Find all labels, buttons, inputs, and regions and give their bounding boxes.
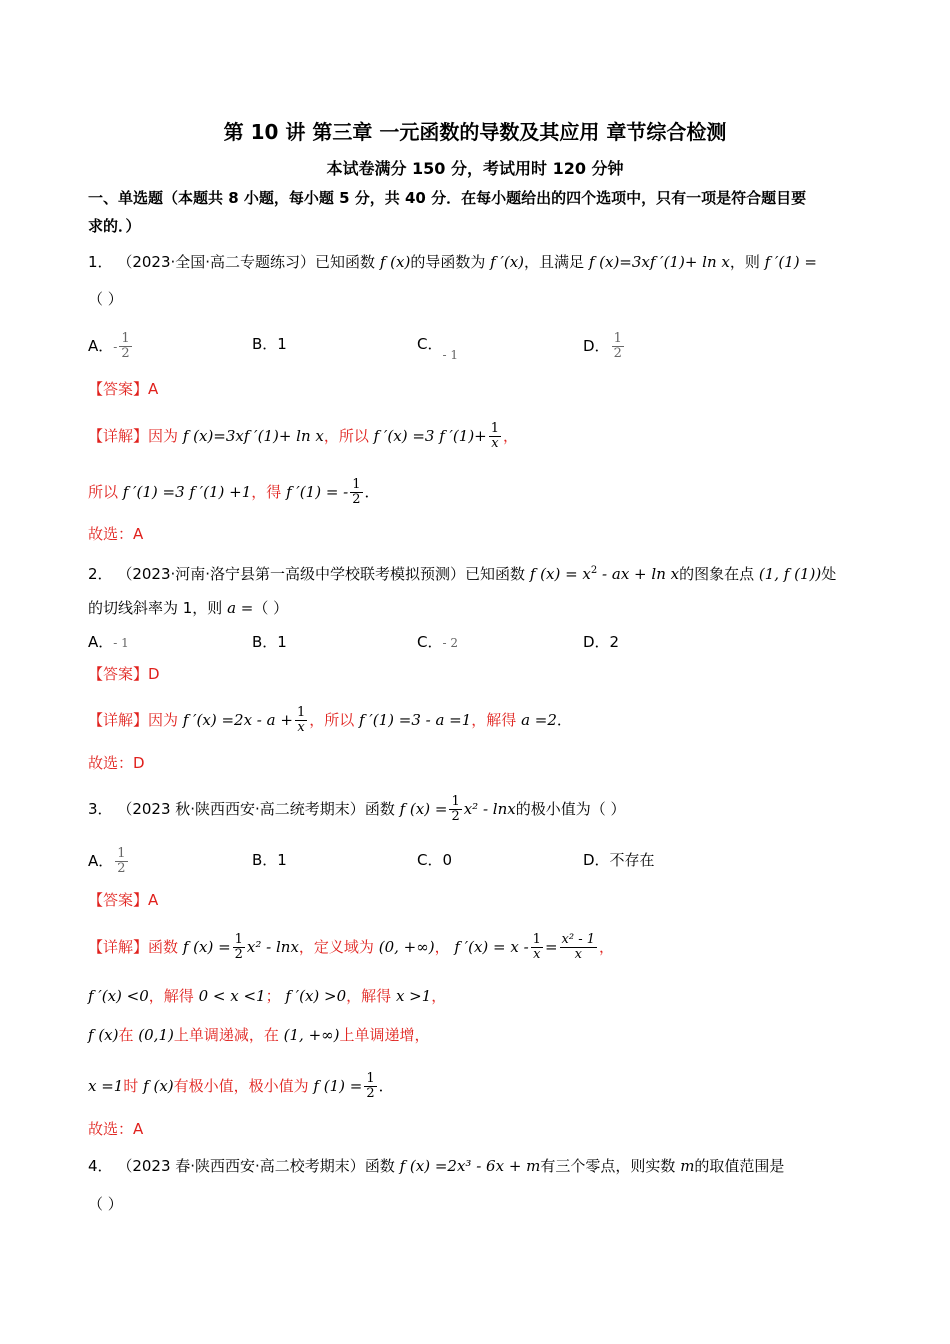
question-source: （2023 秋·陕西西安·高二统考期末） [117, 800, 365, 818]
q1-option-b: B．1 [252, 335, 287, 353]
question-source: （2023·全国·高二专题练习） [117, 253, 316, 271]
q3-detail-line2: f ′(x) <0，解得 0 < x <1； f ′(x) >0，解得 x >1， [88, 987, 447, 1005]
question-2-stem-line2: 的切线斜率为 1，则 a =（ ） [88, 599, 289, 617]
question-number: 3． [88, 800, 113, 818]
q1-detail-line1: 【详解】因为 f (x)=3xf ′(1)+ ln x，所以 f ′(x) =3 f ′(1)+ $\frac{1}{x}$ ， [88, 421, 519, 451]
q3-detail-line3: f (x)在 (0,1)上单调递减，在 (1, +∞)上单调递增， [88, 1026, 430, 1044]
question-number: 2． [88, 565, 113, 583]
page-subtitle: 本试卷满分 150 分，考试用时 120 分钟 [326, 159, 624, 178]
q3-detail-line4: x =1时 f (x)有极小值，极小值为 f (1) = $\frac{1}{2}$ ． [88, 1071, 394, 1101]
q1-answer: 【答案】A [88, 380, 159, 398]
q3-option-c: C．0 [417, 851, 453, 869]
q2-option-d: D．2 [583, 633, 620, 651]
question-number: 4． [88, 1157, 113, 1175]
question-number: 1． [88, 253, 113, 271]
q3-option-d: D．不存在 [583, 851, 655, 869]
q1-option-d: D． $\frac{1}{2}$ [583, 331, 622, 361]
q1-detail-line2: 所以 f ′(1) =3 f ′(1) +1，得 f ′(1) = - $\frac{1}{2}$ ． [88, 477, 380, 507]
q1-option-c: C．$_{- 1}$ [417, 335, 458, 362]
question-source: （2023·河南·洛宁县第一高级中学校联考模拟预测） [117, 565, 466, 583]
q2-answer: 【答案】D [88, 665, 160, 683]
question-1-blank: （ ） [88, 290, 123, 308]
q2-option-a: A．- 1 [88, 633, 129, 651]
q3-conclusion: 故选：A [88, 1120, 144, 1138]
q2-option-b: B．1 [252, 633, 287, 651]
question-2-stem: 2． （2023·河南·洛宁县第一高级中学校联考模拟预测）已知函数 f $(x) = x^2$ - ax + ln x的图象在点 (1, f (1))处 [88, 565, 837, 583]
question-1-stem: 1． （2023·全国·高二专题练习）已知函数 f (x)的导函数为 f ′(x)，且满足 f (x)=3xf ′(1)+ ln x，则 f ′(1) = [88, 253, 817, 271]
q3-detail-line1: 【详解】函数 f (x) = $\frac{1}{2}$ x² - lnx，定义域为 (0, +∞)， f ′(x) = x - $\frac{1}{x}$ = $\frac{\text{x² - 1}}{x}$ ， [88, 932, 615, 962]
q1-conclusion: 故选：A [88, 525, 144, 543]
q2-conclusion: 故选：D [88, 754, 145, 772]
q2-detail: 【详解】因为 f ′(x) =2x - a + $\frac{1}{x}$ ，所以 f ′(1) =3 - a =1，解得 a =2． [88, 705, 572, 735]
q3-option-a: A． $\frac{1}{2}$ [88, 846, 126, 876]
question-source: （2023 春·陕西西安·高二校考期末） [117, 1157, 365, 1175]
q2-option-c: C．- 2 [417, 633, 458, 651]
q1-option-a: A．- $\frac{1}{2}$ [88, 331, 130, 361]
page-title: 第 10 讲 第三章 一元函数的导数及其应用 章节综合检测 [223, 120, 727, 144]
section-heading-line2: 求的．） [88, 217, 141, 235]
question-3-stem: 3． （2023 秋·陕西西安·高二统考期末）函数 f (x) = $\frac{1}{2}$ x² - lnx的极小值为（ ） [88, 794, 626, 824]
q3-answer: 【答案】A [88, 891, 159, 909]
question-4-blank: （ ） [88, 1195, 123, 1213]
question-4-stem: 4． （2023 春·陕西西安·高二校考期末）函数 f (x) =2x³ - 6x + m有三个零点，则实数 m的取值范围是 [88, 1157, 785, 1175]
q3-option-b: B．1 [252, 851, 287, 869]
section-heading-line1: 一、单选题（本题共 8 小题，每小题 5 分，共 40 分．在每小题给出的四个选项中，只有一项是符合题目要 [88, 189, 807, 207]
